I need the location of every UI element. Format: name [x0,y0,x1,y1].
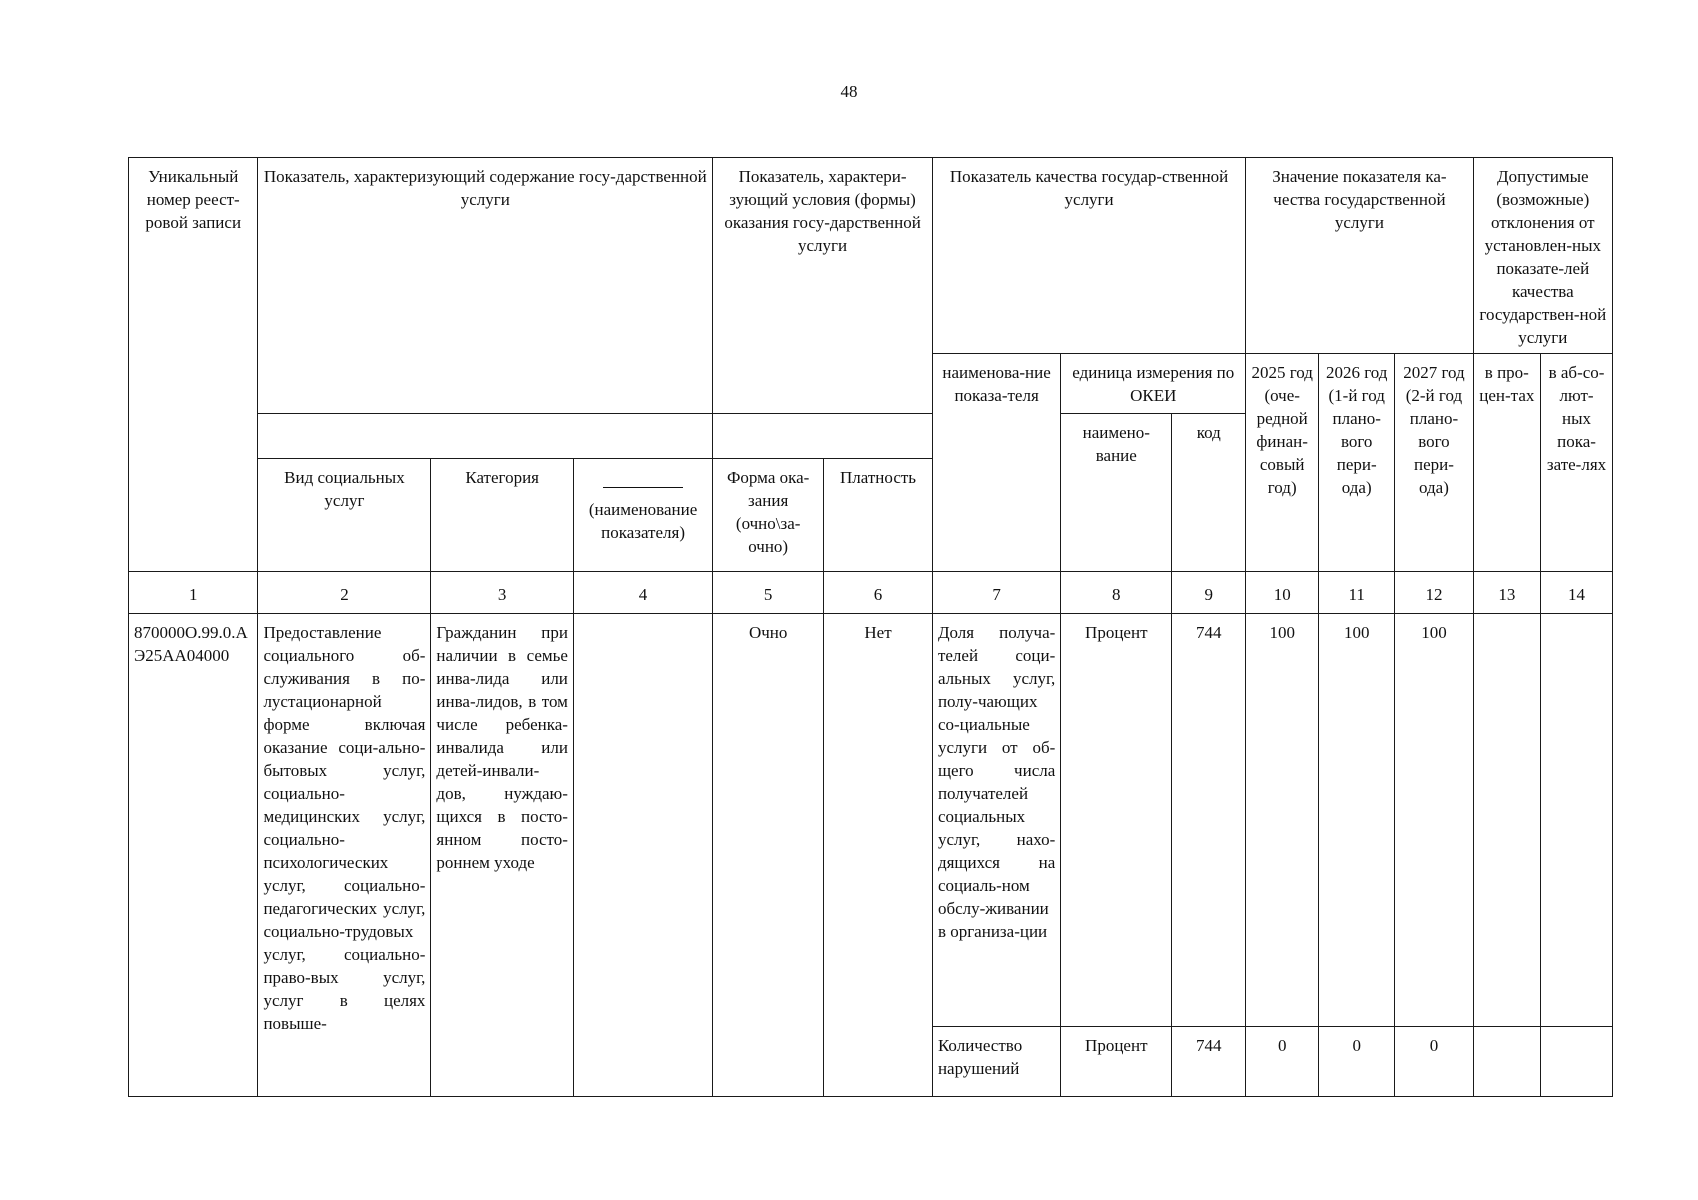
header-deviation-group: Допустимые (возможные) отклонения от установлен-ных показате-лей качества государствен-ной услуги [1473,158,1612,354]
header-year-2026: 2026 год (1-й год плано-вого пери-ода) [1319,354,1395,572]
header-okei-code: код [1172,414,1246,572]
header-unique-number: Уникальный номер реест-ровой записи [129,158,258,572]
colnum-1: 1 [129,572,258,614]
header-category: Категория [431,459,574,572]
indicator-2-unit: Процент [1061,1027,1172,1097]
colnum-13: 13 [1473,572,1540,614]
indicator-1-2026: 100 [1319,614,1395,1027]
conditions-group-spacer [713,414,933,459]
colnum-2: 2 [258,572,431,614]
indicator-2-code: 744 [1172,1027,1246,1097]
colnum-14: 14 [1541,572,1613,614]
column-number-row [129,572,1613,614]
record-row [129,614,1613,1027]
record-payment: Нет [824,614,933,1097]
record-name-indicator [573,614,712,1097]
record-category: Гражданин при наличии в семье инва-лида или инва-лидов, в том числе ребенка-инвалида или детей-инвали-дов, нуждаю-щихся в посто-янном посто-роннем уходе [431,614,574,1097]
header-service-type: Вид социальных услуг [258,459,431,572]
header-indicator-name: наименова-ние показа-теля [932,354,1060,572]
record-service: Предоставление социального об-служивания в по-лустационарной форме включая оказание соци-ально-бытовых услуг, социально-медицинских услуг, социально-психологических услуг, социально-педагогических услуг, социально-трудовых услуг, социально-право-вых услуг, услуг в целях повыше- [258,614,431,1097]
header-form: Форма ока-зания (очно\за-очно) [713,459,824,572]
colnum-8: 8 [1061,572,1172,614]
indicator-1-unit: Процент [1061,614,1172,1027]
colnum-12: 12 [1395,572,1473,614]
header-okei-unit: единица измерения по ОКЕИ [1061,354,1246,414]
indicator-2-2027: 0 [1395,1027,1473,1097]
indicator-2-2025: 0 [1246,1027,1319,1097]
header-name-indicator: (наименование показателя) [588,500,698,542]
header-payment: Платность [824,459,933,572]
header-in-absolute: в аб-со-лют-ных пока-зате-лях [1541,354,1613,572]
header-okei-name: наимено-вание [1061,414,1172,572]
indicator-2-absolute [1541,1027,1613,1097]
indicator-1-code: 744 [1172,614,1246,1027]
indicator-1-name: Доля получа-телей соци-альных услуг, полу-чающих со-циальные услуги от об-щего числа получателей социальных услуг, нахо-дящихся на социаль-ном обслу-живании в организа-ции [932,614,1060,1027]
colnum-4: 4 [573,572,712,614]
indicator-2-2026: 0 [1319,1027,1395,1097]
header-year-2027: 2027 год (2-й год плано-вого пери-ода) [1395,354,1473,572]
indicator-1-2025: 100 [1246,614,1319,1027]
indicator-1-percent [1473,614,1540,1027]
indicator-2-name: Количество нарушений [932,1027,1060,1097]
indicator-2-percent [1473,1027,1540,1097]
indicator-1-2027: 100 [1395,614,1473,1027]
registry-table [128,157,1613,1097]
record-id: 870000О.99.0.АЭ25АА04000 [129,614,258,1097]
colnum-5: 5 [713,572,824,614]
header-content-group: Показатель, характеризующий содержание госу-дарственной услуги [258,158,713,414]
colnum-7: 7 [932,572,1060,614]
header-year-2025: 2025 год (оче-редной финан-совый год) [1246,354,1319,572]
page-number: 48 [840,82,858,101]
blank-line [603,487,683,488]
header-name-indicator-cell [573,459,712,572]
header-quality-group: Показатель качества государ-ственной услуги [932,158,1245,354]
colnum-11: 11 [1319,572,1395,614]
record-form: Очно [713,614,824,1097]
header-conditions-group: Показатель, характери-зующий условия (формы) оказания госу-дарственной услуги [713,158,933,414]
content-group-spacer [258,414,713,459]
indicator-1-absolute [1541,614,1613,1027]
colnum-10: 10 [1246,572,1319,614]
colnum-3: 3 [431,572,574,614]
header-value-group: Значение показателя ка-чества государственной услуги [1246,158,1473,354]
colnum-6: 6 [824,572,933,614]
header-in-percent: в про-цен-тах [1473,354,1540,572]
colnum-9: 9 [1172,572,1246,614]
header-row-1 [129,158,1613,354]
